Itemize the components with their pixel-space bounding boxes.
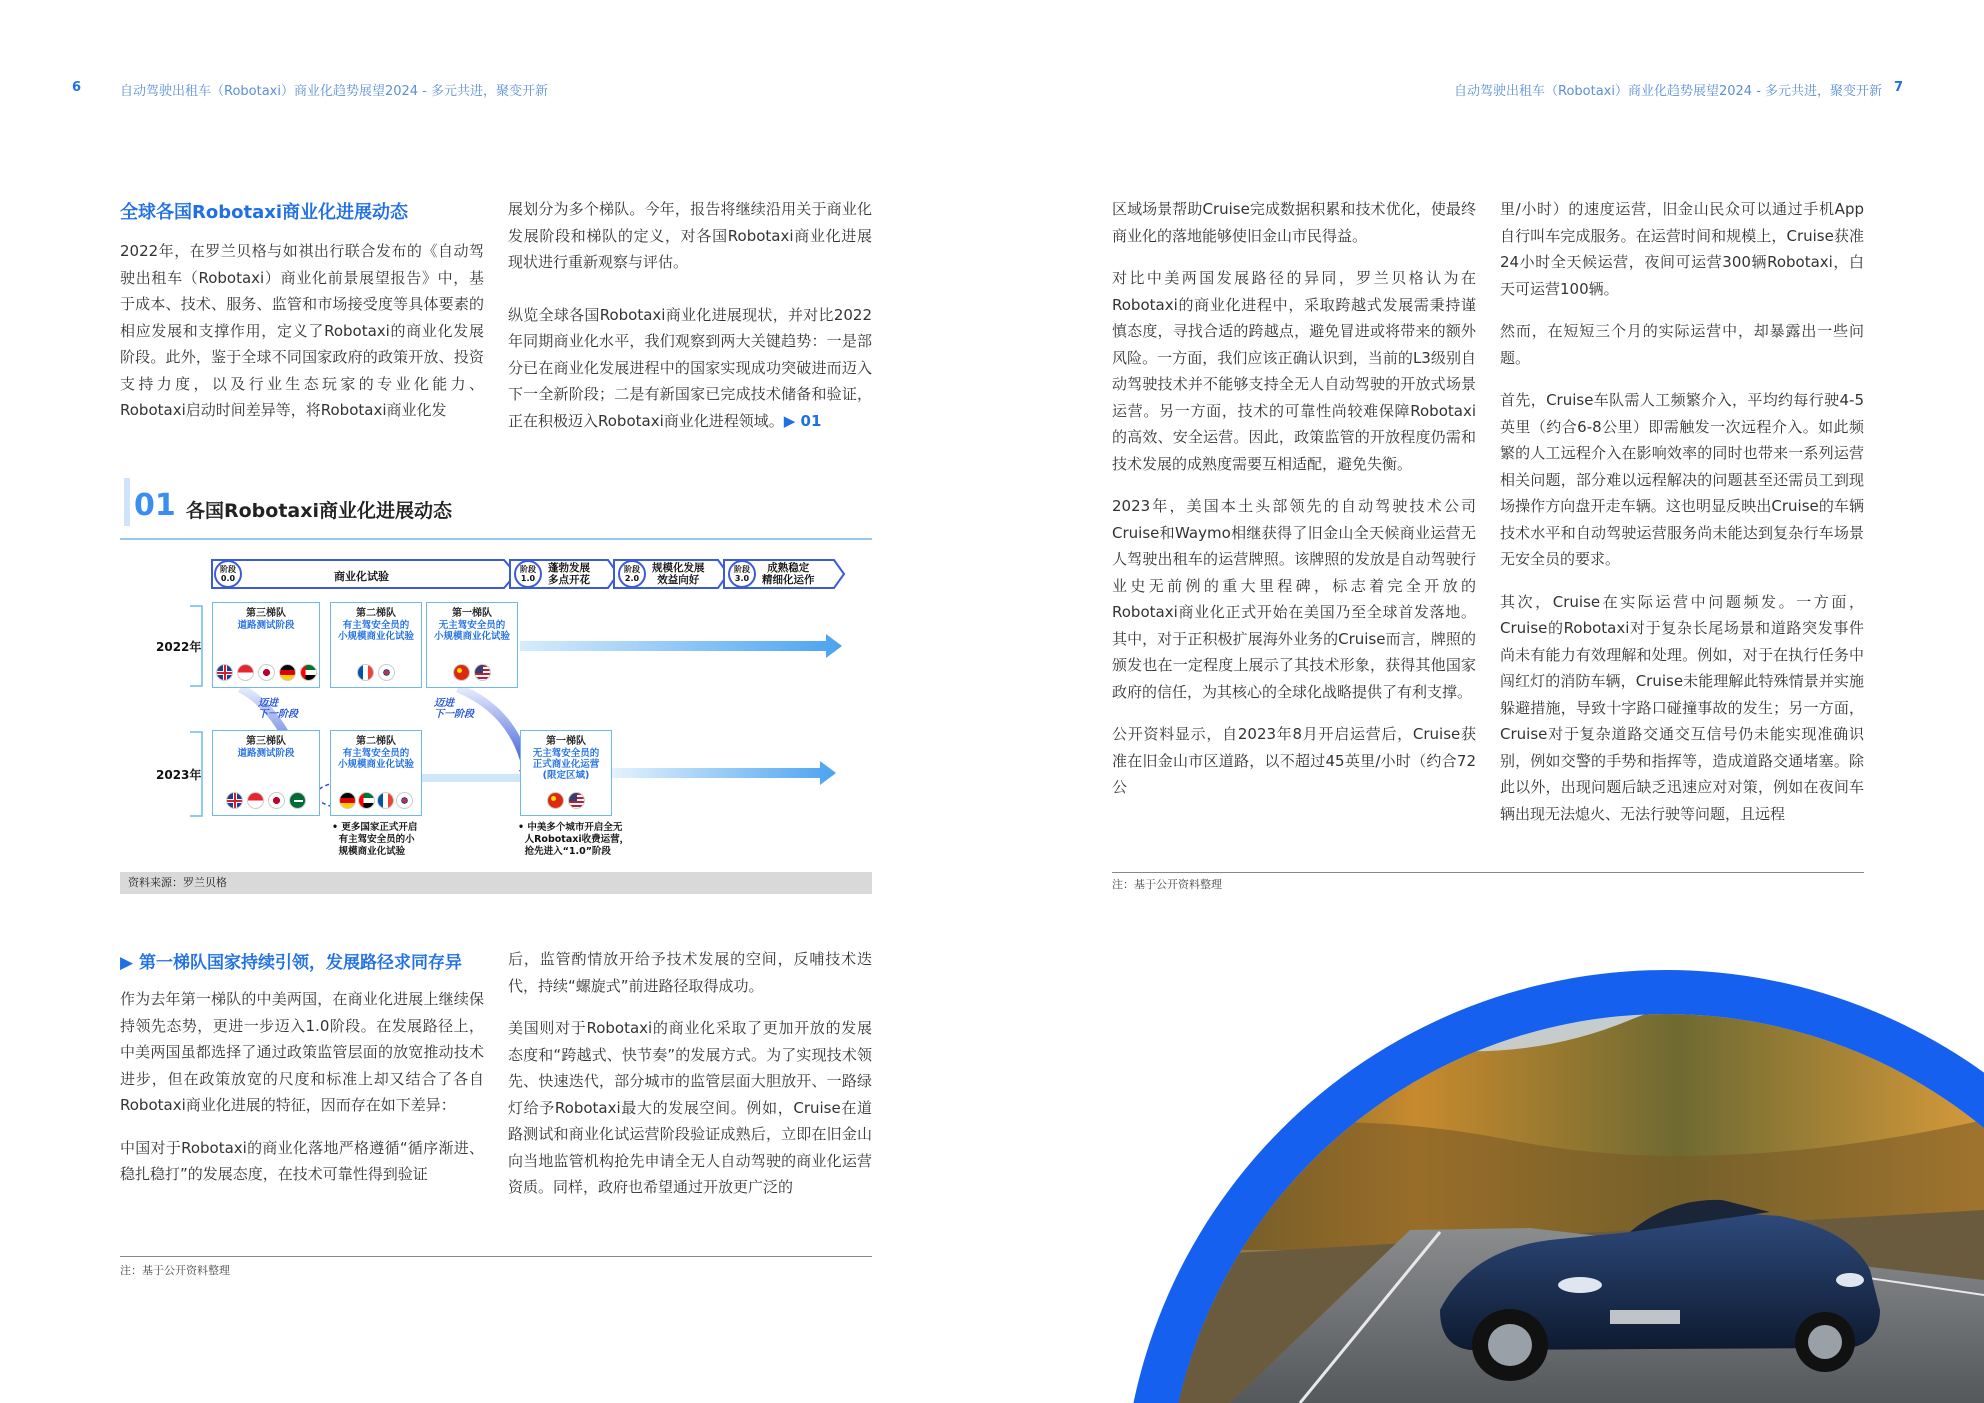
stage-1-label: 蓬勃发展 多点开花 — [548, 562, 590, 586]
japan-flag-icon — [268, 792, 285, 809]
uae-flag-icon — [300, 664, 317, 681]
paragraph: 然而，在短短三个月的实际运营中，却暴露出一些问题。 — [1500, 322, 1864, 367]
flag-row — [213, 792, 319, 809]
germany-flag-icon — [339, 792, 356, 809]
uk-flag-icon — [216, 664, 233, 681]
germany-flag-icon — [279, 664, 296, 681]
figure-01 — [120, 476, 872, 898]
paragraph: 其次，Cruise在实际运营中问题频发。一方面，Cruise的Robotaxi对于复杂长尾场景和道路突发事件尚未有能力有效理解和处理。例如，对于在执行任务中闯红灯的消防车辆，Cruise未能理解此特殊情景并实施躲避措施，导致十字路口碰撞事故的发生；另一方面，Cruise对于复杂道路交通交互信号仍未能实现准确识别，例如交警的手势和指挥等，造成道路交通堵塞。除此以外，出现问题后缺乏迅速应对对策，例如在夜间车辆出现无法熄火、无法行驶等问题，且远程 — [1500, 592, 1864, 823]
text-column-4 — [508, 946, 872, 1217]
tier-desc: 无主驾安全员的 正式商业化运营 (限定区域) — [532, 748, 600, 781]
footnote-rule-right — [1112, 872, 1864, 873]
paragraph: 首先，Cruise车队需人工频繁介入，平均约每行驶4-5英里（约合6-8公里）即需触发一次远程介入。如此频繁的人工远程介入在影响效率的同时也带来一系列运营相关问题，部分难以远程解决的问题甚至还需员工到现场操作方向盘开走车辆。这也明显反映出Cruise的车辆技术水平和自动驾驶运营服务尚未能达到复杂行车场景无安全员的要求。 — [1500, 391, 1864, 568]
year-2023: 2023年 — [156, 768, 202, 782]
car-photo — [1110, 950, 1984, 1403]
footnote-rule-left — [120, 1256, 872, 1257]
note-left: • 更多国家正式开启 有主驾安全员的小 规模商业化试验 — [332, 822, 418, 857]
paragraph: 中国对于Robotaxi的商业化落地严格遵循“循序渐进、稳扎稳打”的发展态度，在技术可靠性得到验证 — [120, 1138, 484, 1183]
year-2022: 2022年 — [156, 640, 202, 654]
figure-number: 01 — [134, 488, 176, 523]
box-2022-tier3 — [212, 602, 320, 688]
tier-label: 第一梯队 — [546, 736, 586, 747]
figure-title: 各国Robotaxi商业化进展动态 — [186, 500, 453, 522]
flag-row — [521, 792, 611, 809]
tier-desc: 有主驾安全员的 小规模商业化试验 — [337, 620, 414, 642]
stage-1 — [514, 560, 542, 588]
tier-desc: 道路测试阶段 — [237, 620, 295, 631]
box-2023-tier3 — [212, 730, 320, 816]
france-flag-icon — [377, 792, 394, 809]
flag-row — [331, 664, 421, 681]
box-2022-tier2 — [330, 602, 422, 688]
paragraph: 对比中美两国发展路径的异同，罗兰贝格认为在Robotaxi的商业化进程中，采取跨越式发展需秉持谨慎态度，寻找合适的跨越点，避免冒进或将带来的额外风险。一方面，我们应该正确认识到，当前的L3级别自动驾驶技术并不能够支持全无人自动驾驶的开放式场景运营。另一方面，技术的可靠性尚较难保障Robotaxi的高效、安全运营。因此，政策监管的开放程度仍需和技术发展的成熟度需要互相适配，避免失衡。 — [1112, 269, 1476, 473]
box-2023-tier1 — [520, 730, 612, 816]
paragraph: 2023年，美国本土头部领先的自动驾驶技术公司Cruise和Waymo相继获得了旧金山全天候商业运营无人驾驶出租车的运营牌照。该牌照的发放是自动驾驶行业史无前例的重大里程碑，标志着完全开放的Robotaxi商业化正式开始在美国乃至全球首发落地。其中，对于正积极扩展海外业务的Cruise而言，牌照的颁发也在一定程度上展示了其技术形象，获得其他国家政府的信任，为其核心的全球化战略提供了有利支撑。 — [1112, 497, 1476, 701]
stage-badge: 阶段 0.0 — [214, 560, 242, 588]
paragraph: 后，监管酌情放开给予技术发展的空间，反哺技术迭代，持续“螺旋式”前进路径取得成功。 — [508, 950, 872, 995]
tier-desc: 无主驾安全员的 小规模商业化试验 — [433, 620, 510, 642]
text-column-3 — [120, 986, 484, 1204]
singapore-flag-icon — [237, 664, 254, 681]
saudi-flag-icon — [289, 792, 306, 809]
running-header-right: 自动驾驶出租车（Robotaxi）商业化趋势展望2024 - 多元共进，聚变开新 — [1454, 84, 1883, 99]
stage-2-label: 规模化发展 效益向好 — [652, 562, 705, 586]
stage-badge: 阶段 1.0 — [514, 560, 542, 588]
paragraph: 公开资料显示，自2023年8月开启运营后，Cruise获准在旧金山市区道路，以不超过45英里/小时（约合72公 — [1112, 725, 1476, 796]
stage-badge: 阶段 2.0 — [618, 560, 646, 588]
paragraph: 2022年，在罗兰贝格与如祺出行联合发布的《自动驾驶出租车（Robotaxi）商业化前景展望报告》中，基于成本、技术、服务、监管和市场接受度等具体要素的相应发展和支撑作用，定义了Robotaxi的商业化发展阶段。此外，鉴于全球不同国家政府的政策开放、投资支持力度，以及行业生态玩家的专业化能力、Robotaxi启动时间差异等，将Robotaxi商业化发 — [120, 242, 484, 419]
stage-0-label: 商业化试验 — [334, 570, 389, 583]
text-column-5 — [1112, 196, 1476, 817]
car-photo-area — [1110, 950, 1984, 1403]
text-column-2 — [508, 196, 872, 450]
box-2022-tier1 — [426, 602, 518, 688]
stage-3 — [728, 560, 756, 588]
tier-label: 第一梯队 — [452, 608, 492, 619]
paragraph: 纵览全球各国Robotaxi商业化进展现状，并对比2022年同期商业化水平，我们观察到两大关键趋势：一是部分已在商业化发展进程中的国家实现成功突破进而迈入下一全新阶段；二是有新国家已完成技术储备和验证，正在积极迈入Robotaxi商业化进程领域。▶ 01 — [508, 305, 872, 430]
footnote-left: 注：基于公开资料整理 — [120, 1264, 230, 1277]
stage-2 — [618, 560, 646, 588]
usa-flag-icon — [474, 664, 491, 681]
stage-3-label: 成熟稳定 精细化运作 — [762, 562, 815, 586]
paragraph: 美国则对于Robotaxi的商业化采取了更加开放的发展态度和“跨越式、快节奏”的发展方式。为了实现技术领先、快速迭代，部分城市的监管层面大胆放开、一路绿灯给予Robotaxi最大的发展空间。例如，Cruise在道路测试和商业化试运营阶段验证成熟后，立即在旧金山向当地监管机构抢先申请全无人自动驾驶的商业化运营资质。同样，政府也希望通过开放更广泛的 — [508, 1019, 872, 1196]
stage-0 — [214, 560, 242, 588]
tier-desc: 道路测试阶段 — [237, 748, 295, 759]
paragraph: 里/小时）的速度运营，旧金山民众可以通过手机App自行叫车完成服务。在运营时间和规模上，Cruise获准24小时全天候运营，夜间可运营300辆Robotaxi，白天可运营100辆。 — [1500, 200, 1864, 298]
paragraph: 展划分为多个梯队。今年，报告将继续沿用关于商业化发展阶段和梯队的定义，对各国Robotaxi商业化进展现状进行重新观察与评估。 — [508, 200, 872, 271]
china-flag-icon — [453, 664, 470, 681]
tier-label: 第三梯队 — [246, 608, 286, 619]
stage-badge: 阶段 3.0 — [728, 560, 756, 588]
running-header-left: 自动驾驶出租车（Robotaxi）商业化趋势展望2024 - 多元共进，聚变开新 — [120, 84, 549, 99]
paragraph: 作为去年第一梯队的中美两国，在商业化进展上继续保持领先态势，更进一步迈入1.0阶段。在发展路径上，中美两国虽都选择了通过政策监管层面的放宽推动技术进步，但在政策放宽的尺度和标准上却又结合了各自Robotaxi商业化进展的特征，因而存在如下差异： — [120, 990, 484, 1114]
korea-flag-icon — [396, 792, 413, 809]
page-number-left: 6 — [72, 80, 82, 95]
flag-row — [427, 664, 517, 681]
section-title: 全球各国Robotaxi商业化进展动态 — [120, 202, 409, 223]
box-2023-tier2 — [330, 730, 422, 816]
footnote-right: 注：基于公开资料整理 — [1112, 878, 1222, 891]
flag-row — [213, 664, 319, 681]
uk-flag-icon — [226, 792, 243, 809]
advance-label: 迈进 下一阶段 — [258, 698, 298, 720]
uae-flag-icon — [358, 792, 375, 809]
text-column-1 — [120, 238, 484, 440]
china-flag-icon — [547, 792, 564, 809]
tier-label: 第三梯队 — [246, 736, 286, 747]
usa-flag-icon — [568, 792, 585, 809]
flag-row — [331, 792, 421, 809]
page-number-right: 7 — [1894, 80, 1904, 95]
france-flag-icon — [357, 664, 374, 681]
japan-flag-icon — [258, 664, 275, 681]
advance-label: 迈进 下一阶段 — [434, 698, 474, 720]
paragraph: 区域场景帮助Cruise完成数据积累和技术优化，使最终商业化的落地能够使旧金山市民得益。 — [1112, 200, 1476, 245]
tier-label: 第二梯队 — [356, 608, 396, 619]
note-right: • 中美多个城市开启全无 人Robotaxi收费运营， 抢先进入“1.0”阶段 — [518, 822, 630, 857]
tier-desc: 有主驾安全员的 小规模商业化试验 — [337, 748, 414, 770]
figure-link[interactable]: ▶ 01 — [783, 411, 822, 430]
singapore-flag-icon — [247, 792, 264, 809]
korea-flag-icon — [378, 664, 395, 681]
tier-label: 第二梯队 — [356, 736, 396, 747]
figure-source: 资料来源：罗兰贝格 — [120, 872, 872, 894]
text-column-6 — [1500, 196, 1864, 843]
subsection-title: ▶ 第一梯队国家持续引领，发展路径求同存异 — [120, 953, 462, 973]
